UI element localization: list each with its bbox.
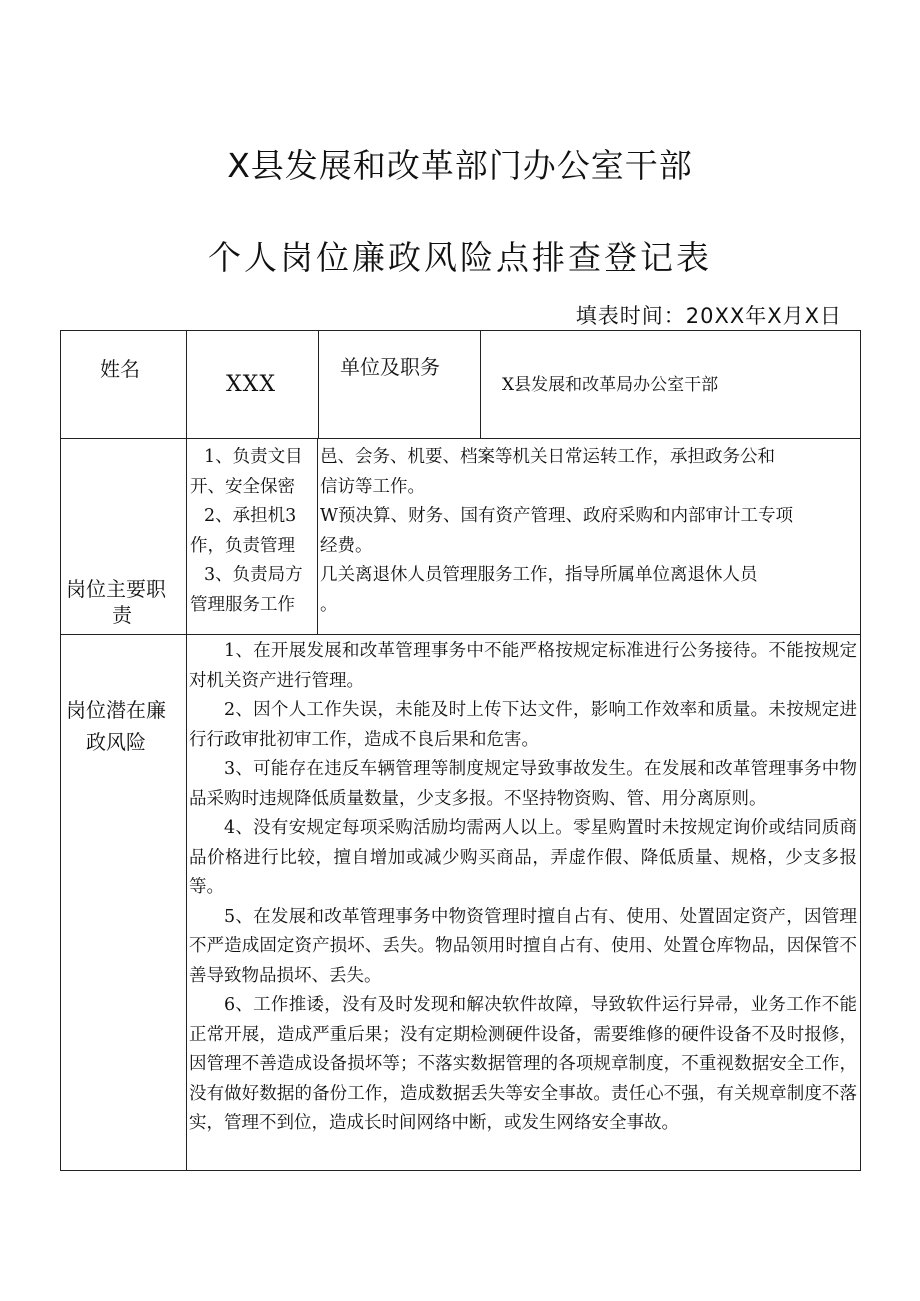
name-label: 姓名	[100, 357, 140, 381]
duties-right-column	[320, 443, 858, 620]
name-value: XXX	[226, 372, 276, 397]
risk-paragraph: 5、在发展和改革管理事务中物资管理时擅自占有、使用、处置固定资产，因管理不严造成固定资产损坏、丢失。物品领用时擅自占有、使用、处置仓库物品，因保管不善导致物品损坏、丢失。	[189, 906, 857, 986]
duty-fragment: 开、安全保密	[190, 476, 295, 497]
duty-fragment: 几关离退休人员管理服务工作，指导所属单位离退休人员	[320, 565, 758, 585]
duties-left-column	[190, 443, 316, 620]
risk-paragraph: 3、可能存在违反车辆管理等制度规定导致事故发生。在发展和改革管理事务中物品采购时违规降低质量数量，少支多报。不坚持物资购、管、用分离原则。	[189, 759, 857, 809]
unit-label: 单位及职务	[340, 355, 440, 379]
duties-label: 岗位主要职 责	[66, 577, 166, 627]
duty-fragment: 经费。	[320, 535, 373, 556]
form-title-line2: 个人岗位廉政风险点排查登记表	[208, 238, 712, 277]
duty-fragment: 。	[320, 594, 338, 615]
duty-fragment: W预决算、财务、国有资产管理、政府采购和内部审计工专项	[320, 506, 793, 526]
risk-paragraph: 2、因个人工作失误，未能及时上传下达文件，影响工作效率和质量。未按规定进行行政审批初审工作，造成不良后果和危害。	[189, 700, 857, 750]
risks-label: 岗位潜在廉 政风险	[66, 698, 166, 754]
risk-paragraph: 4、没有安规定每项采购活励均需两人以上。零星购置时未按规定询价或结同质商品价格进行比较，擅自增加或减少购买商品，弄虚作假、降低质量、规格，少支多报等。	[189, 818, 857, 897]
duty-fragment: 管理服务工作	[190, 594, 295, 615]
duty-fragment: 信访等工作。	[320, 476, 425, 497]
fill-date: 填表时间：20XX年X月X日	[575, 304, 842, 328]
risk-paragraph: 1、在开展发展和改革管理事务中不能严格按规定标准进行公务接待。不能按规定对机关资产进行管理。	[189, 641, 857, 691]
risk-paragraph: 6、工作推诿，没有及时发现和解决软件故障，导致软件运行异帚，业务工作不能正常开展，造成严重后果；没有定期检测硬件设备，需要维修的硬件设备不及时报修，因管理不善造成设备损坏等；不落实数据管理的各项规章制度，不重视数据安全工作，没有做好数据的备份工作，造成数据丢失等安全事故。责任心不强，有关规章制度不落实，管理不到位，造成长时间网络中断，或发生网络安全事故。	[189, 995, 857, 1133]
form-title-line1: X县发展和改革部门办公室干部	[227, 146, 693, 185]
duty-fragment: 1、负责文目	[204, 447, 303, 467]
duty-fragment: 2、承担机3	[204, 506, 297, 526]
duty-fragment: 3、负责局方	[204, 565, 303, 585]
risks-content	[189, 637, 857, 1139]
unit-value: X县发展和改革局办公室干部	[502, 375, 719, 395]
duty-fragment: 作，负责管理	[190, 535, 295, 556]
duty-fragment: 邑、会务、机要、档案等机关日常运转工作，承担政务公和	[320, 447, 775, 467]
